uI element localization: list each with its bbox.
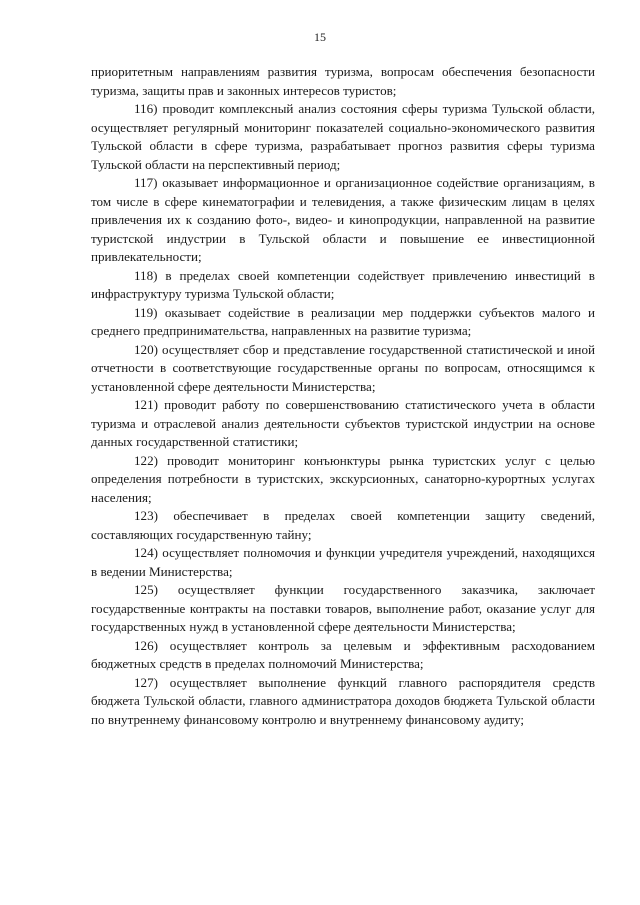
- page-number: 15: [314, 30, 326, 44]
- paragraph-item-116: 116) проводит комплексный анализ состояния сферы туризма Тульской области, осуществляет регулярный мониторинг показателей социально-экономического развития Тульской области в сфере туризма, разрабатывает прогноз развития сферы туризма Тульской области на перспективный период;: [91, 101, 595, 172]
- paragraph-item-123: 123) обеспечивает в пределах своей компетенции защиту сведений, составляющих государственную тайну;: [91, 508, 595, 542]
- document-body: [91, 63, 595, 729]
- paragraph-item-118: 118) в пределах своей компетенции содействует привлечению инвестиций в инфраструктуру туризма Тульской области;: [91, 267, 595, 301]
- paragraph-item-124: 124) осуществляет полномочия и функции учредителя учреждений, находящихся в ведении Министерства;: [91, 545, 595, 579]
- paragraph: приоритетным направлениям развития туризма, вопросам обеспечения безопасности туризма, защиты прав и законных интересов туристов;: [91, 64, 595, 98]
- paragraph-item-120: 120) осуществляет сбор и представление государственной статистической и иной отчетности в соответствующие государственные органы по вопросам, относящимся к установленной сфере деятельности Министерства;: [91, 341, 595, 394]
- paragraph-item-126: 126) осуществляет контроль за целевым и эффективным расходованием бюджетных средств в пределах полномочий Министерства;: [91, 637, 595, 671]
- paragraph-item-119: 119) оказывает содействие в реализации мер поддержки субъектов малого и среднего предпринимательства, направленных на развитие туризма;: [91, 304, 595, 338]
- paragraph-item-125: 125) осуществляет функции государственного заказчика, заключает государственные контракты на поставки товаров, выполнение работ, оказание услуг для государственных нужд в установленной сфере деятельности Министерства;: [91, 582, 595, 634]
- paragraph-item-121: 121) проводит работу по совершенствованию статистического учета в области туризма и отраслевой анализ деятельности субъектов туристской индустрии на основе данных государственной статистики;: [91, 397, 595, 449]
- paragraph-item-117: 117) оказывает информационное и организационное содействие организациям, в том числе в сфере кинематографии и телевидения, а также физическим лицам в целях привлечения их к созданию фото-, видео- и кинопродукции, направленной на развитие туристской индустрии в Тульской области и повышение ее инвестиционной привлекательности;: [91, 175, 595, 264]
- paragraph-item-122: 122) проводит мониторинг конъюнктуры рынка туристских услуг с целью определения потребности в туристских, экскурсионных, санаторно-курортных услугах населения;: [91, 452, 595, 505]
- paragraph-item-127: 127) осуществляет выполнение функций главного распорядителя средств бюджета Тульской области, главного администратора доходов бюджета Тульской области по внутреннему финансовому контролю и внутреннему финансовому аудиту;: [91, 674, 595, 727]
